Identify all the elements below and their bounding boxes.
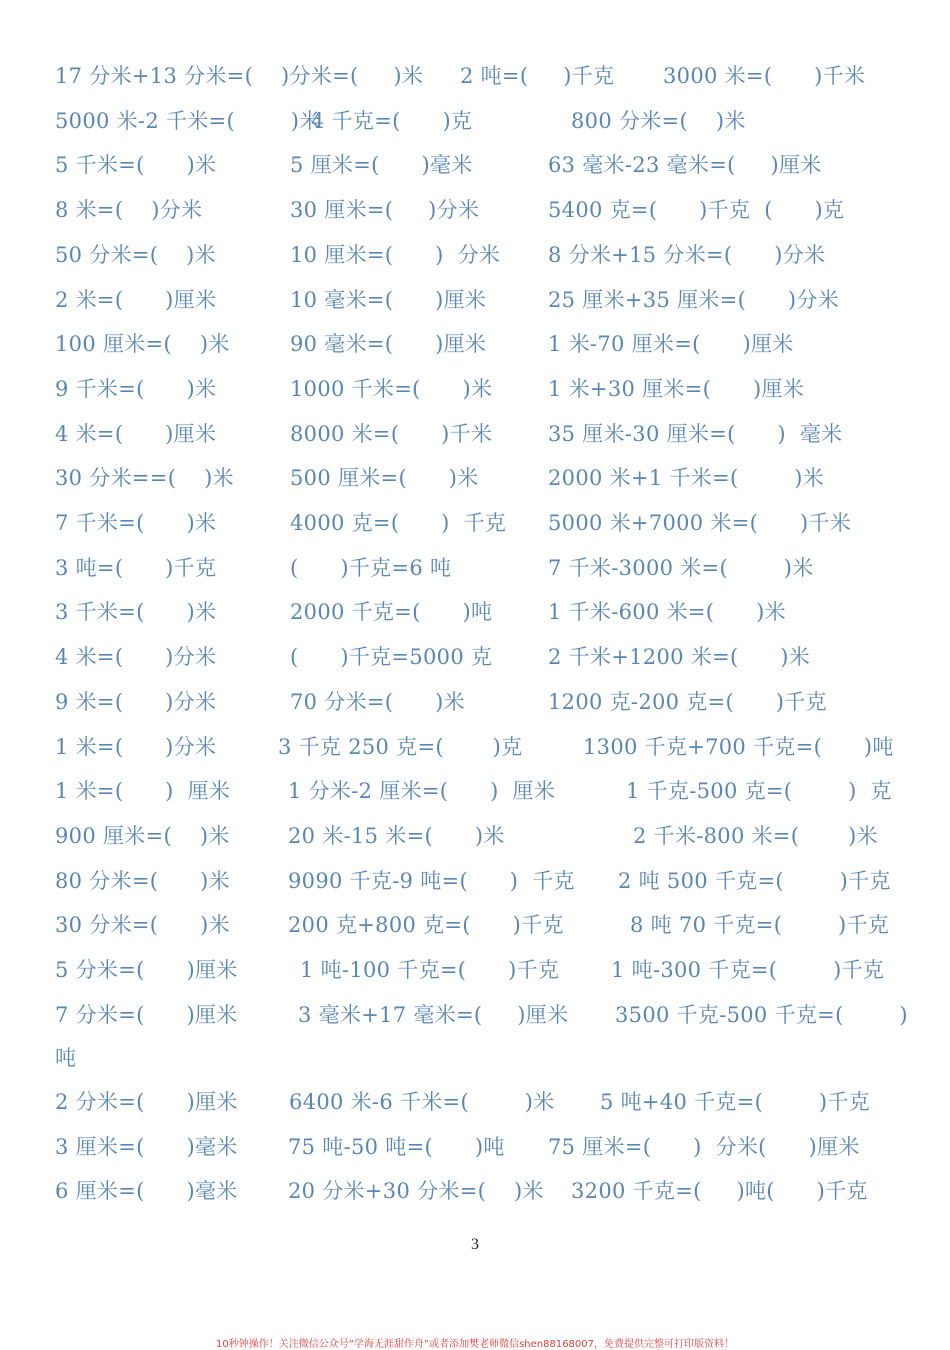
- exercise-item: 25 厘米+35 厘米=( )分米: [548, 287, 840, 312]
- exercise-item: 2 千米+1200 米=( )米: [548, 645, 811, 670]
- exercise-item: 10 毫米=( )厘米: [290, 287, 487, 312]
- exercise-item: 20 分米+30 分米=( )米: [288, 1179, 544, 1204]
- exercise-item: 8000 米=( )千米: [290, 421, 493, 446]
- exercise-item: 30 分米==( )米: [55, 466, 234, 491]
- exercise-item: 5 厘米=( )毫米: [290, 153, 473, 178]
- exercise-item: 7 分米=( )厘米: [55, 1002, 238, 1027]
- exercise-item: 5 千米=( )米: [55, 153, 217, 178]
- exercise-item: 63 毫米-23 毫米=( )厘米: [548, 153, 822, 178]
- exercise-item: 3 千克 250 克=( )克: [278, 734, 523, 759]
- exercise-item: 7 千米-3000 米=( )米: [548, 555, 814, 580]
- exercise-item: 900 厘米=( )米: [55, 823, 230, 848]
- exercise-item: 2 米=( )厘米: [55, 287, 217, 312]
- exercise-item: 5400 克=( )千克 ( )克: [548, 198, 845, 223]
- exercise-item: 2 分米=( )厘米: [55, 1090, 238, 1114]
- exercise-item: ( )千克=6 吨: [290, 555, 452, 580]
- exercise-item: 100 厘米=( )米: [55, 332, 230, 357]
- exercise-item: 5 吨+40 千克=( )千克: [600, 1090, 871, 1114]
- exercise-item: 3 吨=( )千克: [55, 555, 217, 580]
- exercise-item: 80 分米=( )米: [55, 868, 230, 893]
- exercise-item: 1 米=( ) 厘米: [55, 779, 231, 804]
- exercise-item: 3 千米=( )米: [55, 600, 217, 625]
- exercise-item: 1300 千克+700 千克=( )吨: [583, 734, 894, 759]
- exercise-item: 8 分米+15 分米=( )分米: [548, 242, 826, 267]
- exercise-item: 1 米+30 厘米=( )厘米: [548, 376, 805, 401]
- exercise-item: 4 米=( )分米: [55, 645, 217, 670]
- exercise-item: 200 克+800 克=( )千克: [288, 913, 564, 938]
- exercise-item: 2 千米-800 米=( )米: [633, 823, 878, 848]
- exercise-item: 20 米-15 米=( )米: [288, 823, 505, 848]
- exercise-item: 1 吨-100 千克=( )千克: [300, 958, 560, 982]
- exercise-item: 1 米=( )分米: [55, 734, 217, 759]
- exercise-item: 1 分米-2 厘米=( ) 厘米: [288, 779, 556, 804]
- exercise-item: 800 分米=( )米: [571, 108, 746, 133]
- exercise-item: 1 吨-300 千克=( )千克: [611, 958, 885, 982]
- exercise-item: 2000 千克=( )吨: [290, 600, 493, 625]
- exercise-item: 35 厘米-30 厘米=( ) 毫米: [548, 421, 843, 446]
- exercise-item: 3500 千克-500 千克=( ): [615, 1002, 908, 1027]
- exercise-item: 2 吨=( )千克: [460, 64, 615, 88]
- exercise-item: 500 厘米=( )米: [290, 466, 479, 491]
- exercise-item: 30 分米=( )米: [55, 913, 230, 938]
- exercise-item: 1 米-70 厘米=( )厘米: [548, 332, 794, 357]
- exercise-item: 2 吨 500 千克=( )千克: [618, 868, 891, 893]
- exercise-item: 3200 千克=( )吨( )千克: [571, 1179, 868, 1204]
- exercise-item: 3 毫米+17 毫米=( )厘米: [298, 1002, 569, 1027]
- exercise-item: 17 分米+13 分米=( )分米=( )米: [55, 64, 424, 88]
- exercise-item: 2000 米+1 千米=( )米: [548, 466, 825, 491]
- exercise-item: 5 分米=( )厘米: [55, 958, 238, 982]
- exercise-item: 1000 千米=( )米: [290, 376, 493, 401]
- exercise-item: 1200 克-200 克=( )千克: [548, 689, 827, 714]
- footer-note: 10秒钟操作！关注微信公众号“学海无涯甜作舟”或者添加樊老师微信shen88168007，免费提供完整可打印版资料！: [215, 1339, 735, 1350]
- exercise-item: 6 厘米=( )毫米: [55, 1179, 238, 1204]
- exercise-item: 4000 克=( ) 千克: [290, 511, 507, 535]
- exercise-item: 90 毫米=( )厘米: [290, 332, 487, 357]
- exercise-item: 9 米=( )分米: [55, 689, 217, 714]
- exercise-item: 吨: [55, 1045, 77, 1070]
- exercise-item: 9090 千克-9 吨=( ) 千克: [288, 868, 575, 893]
- exercise-item: 5000 米-2 千米=( )米: [55, 108, 321, 133]
- exercise-item: 5000 米+7000 米=( )千米: [548, 511, 852, 535]
- exercise-item: 70 分米=( )米: [290, 689, 465, 714]
- exercise-item: 6400 米-6 千米=( )米: [289, 1090, 555, 1114]
- exercise-item: 30 厘米=( )分米: [290, 198, 480, 223]
- exercise-item: ( )千克=5000 克: [290, 645, 493, 670]
- exercise-item: 8 米=( )分米: [55, 198, 203, 223]
- page-number: 3: [471, 1236, 479, 1253]
- exercise-item: 9 千米=( )米: [55, 376, 217, 401]
- exercise-item: 4 千克=( )克: [311, 108, 473, 133]
- exercise-item: 75 吨-50 吨=( )吨: [288, 1134, 505, 1159]
- exercise-item: 7 千米=( )米: [55, 511, 217, 535]
- exercise-item: 1 千克-500 克=( ) 克: [626, 779, 892, 804]
- exercise-item: 10 厘米=( ) 分米: [290, 242, 501, 267]
- exercise-item: 75 厘米=( ) 分米( )厘米: [548, 1134, 860, 1159]
- exercise-item: 8 吨 70 千克=( )千克: [630, 913, 890, 938]
- exercise-item: 50 分米=( )米: [55, 242, 216, 267]
- exercise-item: 1 千米-600 米=( )米: [548, 600, 786, 625]
- exercise-item: 4 米=( )厘米: [55, 421, 217, 446]
- exercise-item: 3 厘米=( )毫米: [55, 1134, 238, 1159]
- exercise-item: 3000 米=( )千米: [663, 64, 866, 88]
